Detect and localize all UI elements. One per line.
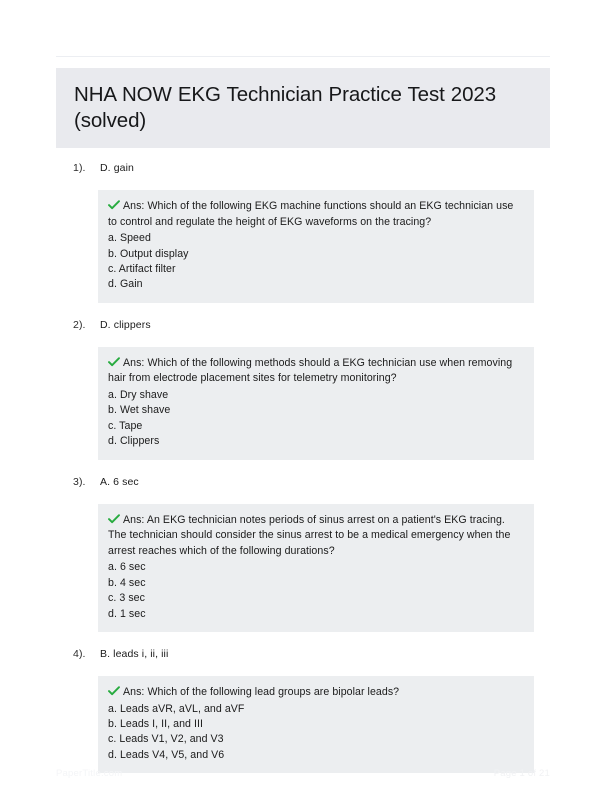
answer-box <box>98 504 534 632</box>
question-answer-label: D. clippers <box>100 318 151 331</box>
answer-stem <box>108 513 524 560</box>
answer-option: c. Tape <box>108 419 143 432</box>
check-icon <box>108 357 120 367</box>
question-number: 1). <box>73 162 86 174</box>
check-icon <box>108 514 120 524</box>
answer-option: c. Artifact filter <box>108 263 176 275</box>
page-title: NHA NOW EKG Technician Practice Test 2023 (solved) <box>74 83 496 132</box>
answer-stem-text: Ans: Which of the following lead groups are bipolar leads? <box>123 686 400 699</box>
question-item <box>0 474 606 632</box>
answer-option: d. Leads V4, V5, and V6 <box>108 748 225 761</box>
site-watermark: PaperTitle.com <box>56 768 123 779</box>
question-item <box>0 317 606 460</box>
answer-stem-text: Ans: An EKG technician notes periods of sinus arrest on a patient's EKG tracing. The technician should consider the sinus arrest to be a medical emergency when the arrest reaches which of the following durations? <box>108 513 511 557</box>
question-number: 2). <box>73 318 86 331</box>
question-answer-label: B. leads i, ii, iii <box>100 648 169 661</box>
header-divider <box>56 56 550 57</box>
answer-option: d. 1 sec <box>108 607 146 620</box>
page-number: Page 1 of 21 <box>493 768 550 779</box>
check-icon <box>108 200 120 210</box>
answer-stem <box>108 356 524 387</box>
answer-option: b. Wet shave <box>108 404 171 417</box>
answer-box <box>98 676 534 773</box>
answer-option: a. 6 sec <box>108 561 146 574</box>
answer-stem <box>108 685 524 701</box>
answer-option: d. Clippers <box>108 435 160 448</box>
answer-option: c. Leads V1, V2, and V3 <box>108 733 224 746</box>
answer-option: b. Output display <box>108 247 189 260</box>
answer-option: a. Leads aVR, aVL, and aVF <box>108 702 245 715</box>
question-header <box>0 160 606 182</box>
question-item <box>0 646 606 773</box>
answer-box <box>98 347 534 460</box>
question-item <box>0 160 606 303</box>
answer-option: d. Gain <box>108 278 143 291</box>
answer-stem <box>108 199 524 230</box>
answer-box <box>98 190 534 303</box>
answer-option: b. 4 sec <box>108 576 146 589</box>
answer-option: a. Dry shave <box>108 389 169 401</box>
title-band <box>56 68 550 148</box>
answer-option: b. Leads I, II, and III <box>108 718 204 731</box>
check-icon <box>108 686 120 696</box>
question-answer-label: D. gain <box>100 162 134 174</box>
question-header <box>0 646 606 668</box>
answer-stem-text: Ans: Which of the following EKG machine functions should an EKG technician use to control and regulate the height of EKG waveforms on the tracing? <box>108 200 514 228</box>
answer-stem-text: Ans: Which of the following methods should a EKG technician use when removing hair from electrode placement sites for telemetry monitoring? <box>108 356 513 385</box>
page-footer <box>0 766 606 786</box>
question-answer-label: A. 6 sec <box>100 475 139 488</box>
answer-option: c. 3 sec <box>108 592 145 605</box>
question-number: 3). <box>73 475 86 488</box>
question-number: 4). <box>73 648 86 661</box>
question-header <box>0 474 606 496</box>
answer-option: a. Speed <box>108 232 151 245</box>
question-header <box>0 317 606 339</box>
question-list <box>0 160 606 787</box>
